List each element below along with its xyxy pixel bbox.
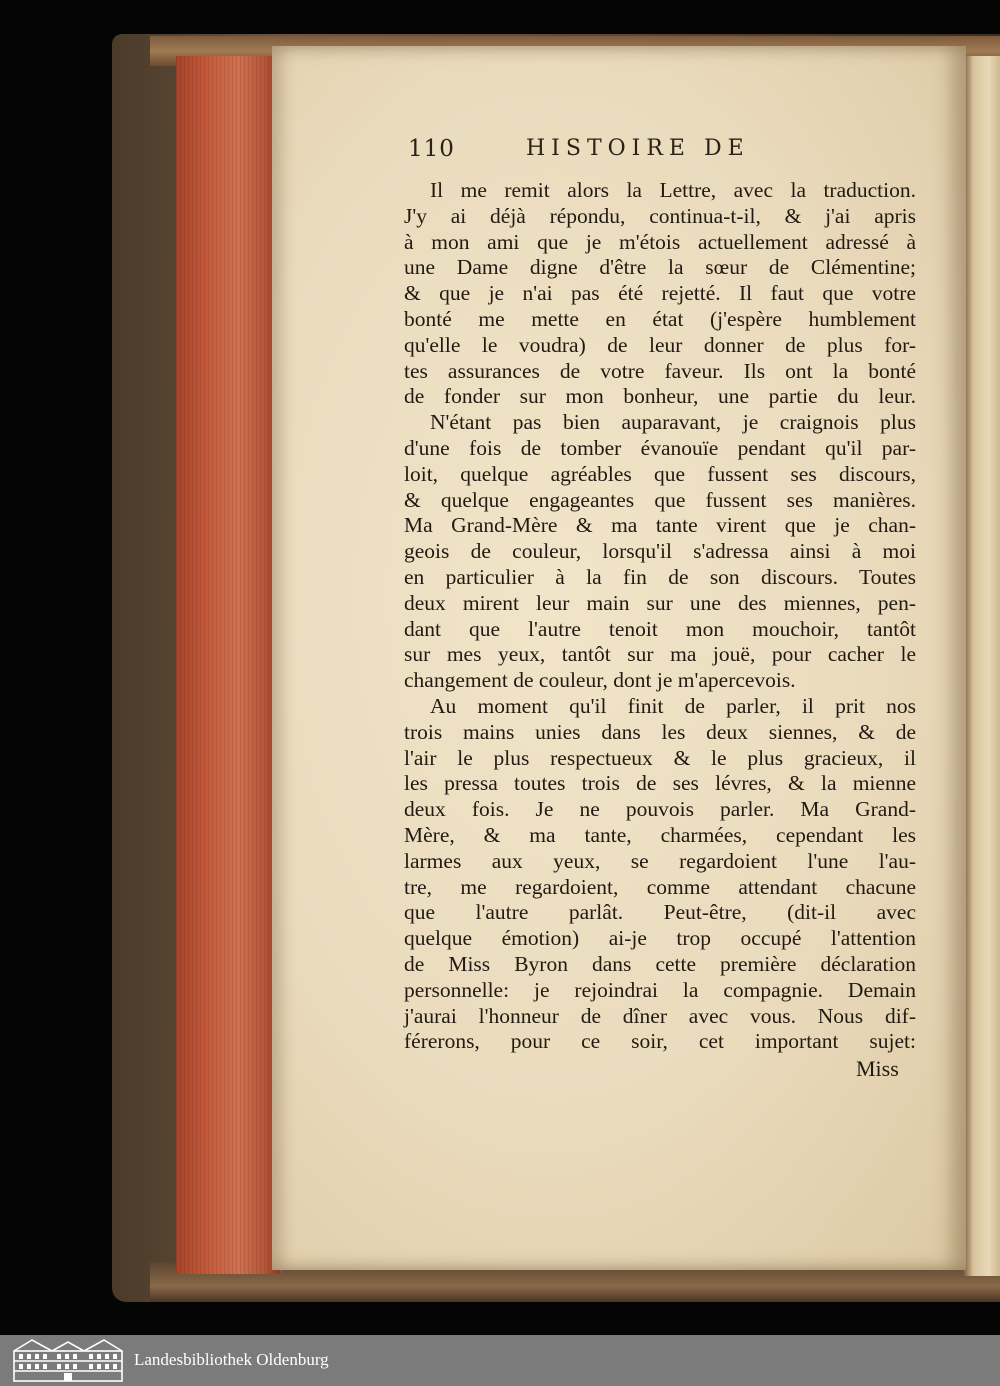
text-line: tes assurances de votre faveur. Ils ont la bonté [404, 358, 916, 383]
text-line: sur mes yeux, tantôt sur ma jouë, pour cacher le [404, 642, 916, 667]
text-line: Ma Grand-Mère & ma tante virent que je chan- [404, 513, 916, 538]
text-line: qu'elle le voudra) de leur donner de plus for- [404, 332, 916, 357]
text-line: J'y ai déjà répondu, continua-t-il, & j'ai apris [404, 203, 916, 228]
text-line: que l'autre parlât. Peut-être, (dit-il avec [404, 900, 916, 925]
text-line: d'une fois de tomber évanouïe pendant qu'il par- [404, 435, 916, 460]
running-head: HISTOIRE DE [526, 136, 750, 161]
text-line: de fonder sur mon bonheur, une partie du leur. [404, 384, 916, 409]
text-line: & quelque engageantes que fussent ses manières. [404, 487, 916, 512]
catchword: Miss [856, 1056, 899, 1081]
text-line: les pressa toutes trois de ses lévres, & la mienne [404, 771, 916, 796]
red-page-edges [176, 56, 282, 1274]
text-line: personnelle: je rejoindrai la compagnie. Demain [404, 977, 916, 1002]
text-line: l'air le plus respectueux & le plus gracieux, il [404, 745, 916, 770]
page-header [408, 136, 828, 176]
text-line: larmes aux yeux, se regardoient l'une l'au- [404, 848, 916, 873]
library-name: Landesbibliothek Oldenburg [134, 1350, 329, 1369]
text-line: deux fois. Je ne pouvois parler. Ma Grand- [404, 797, 916, 822]
text-line: & que je n'ai pas été rejetté. Il faut que votre [404, 281, 916, 306]
text-line: deux mirent leur main sur une des miennes, pen- [404, 590, 916, 615]
text-line: bonté me mette en état (j'espère humblement [404, 306, 916, 331]
text-line: tre, me regardoient, comme attendant chacune [404, 874, 916, 899]
text-line: Mère, & ma tante, charmées, cependant les [404, 822, 916, 847]
body-text [404, 178, 916, 1055]
text-line: une Dame digne d'être la sœur de Clémentine; [404, 255, 916, 280]
text-line: geois de couleur, lorsqu'il s'adressa ainsi à moi [404, 539, 916, 564]
text-line: dant que l'autre tenoit mon mouchoir, tantôt [404, 616, 916, 641]
text-line: en particulier à la fin de son discours. Toutes [404, 564, 916, 589]
footer-bar [0, 1335, 1000, 1386]
text-line: loit, quelque agréables que fussent ses discours, [404, 461, 916, 486]
facing-page-edge [962, 56, 1000, 1276]
text-line: trois mains unies dans les deux siennes, & de [404, 719, 916, 744]
text-line: N'étant pas bien auparavant, je craignois plus [430, 410, 916, 435]
page-number: 110 [408, 136, 455, 162]
text-line: j'aurai l'honneur de dîner avec vous. Nous dif- [404, 1003, 916, 1028]
text-line: de Miss Byron dans cette première déclaration [404, 951, 916, 976]
text-line: changement de couleur, dont je m'apercevois. [404, 668, 796, 693]
text-line: quelque émotion) ai-je trop occupé l'attention [404, 926, 916, 951]
text-line: férerons, pour ce soir, cet important sujet: [404, 1029, 916, 1054]
text-line: à mon ami que je m'étois actuellement adressé à [404, 229, 916, 254]
library-building-icon [12, 1337, 124, 1383]
text-line: Il me remit alors la Lettre, avec la traduction. [430, 178, 916, 202]
text-line: Au moment qu'il finit de parler, il prit nos [430, 693, 916, 718]
